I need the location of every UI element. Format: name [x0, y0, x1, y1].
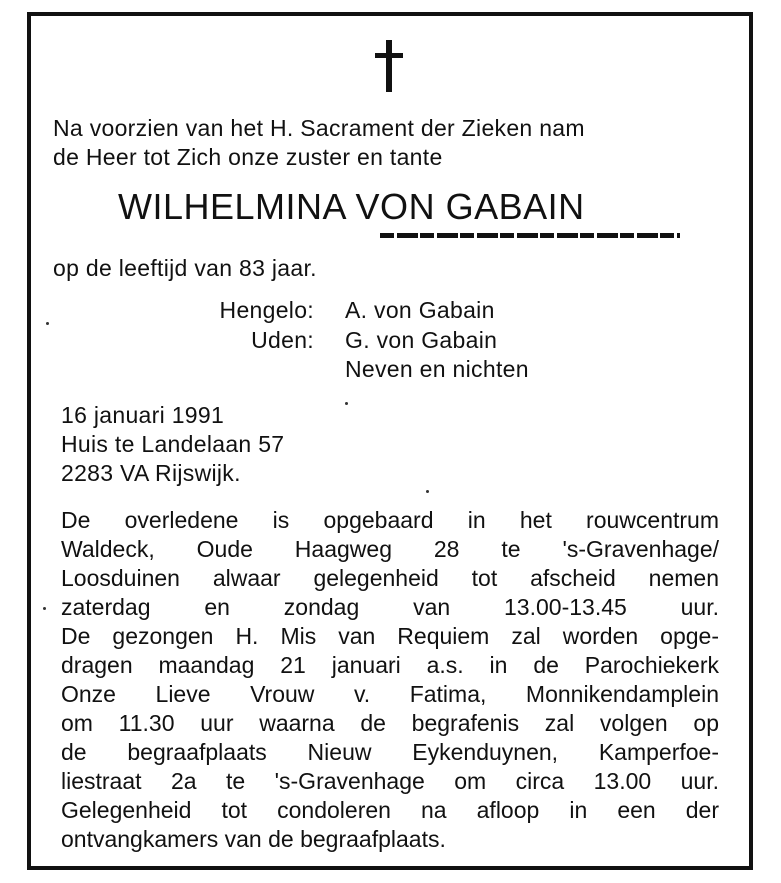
- details-line: ontvangkamers van de begraafplaats.: [61, 826, 446, 852]
- details-line: dragen maandag 21 januari a.s. in de Parochiekerk: [61, 652, 719, 678]
- print-speck: [46, 322, 49, 325]
- relative-name: G. von Gabain: [345, 327, 498, 353]
- relative-name: Neven en nichten: [345, 356, 529, 382]
- name-underline: [380, 233, 680, 238]
- details-line: zaterdag en zondag van 13.00-13.45 uur.: [61, 594, 719, 620]
- details-paragraph: [61, 506, 719, 854]
- cross-icon: [373, 40, 405, 92]
- details-line: liestraat 2a te 's-Gravenhage om circa 13.00 uur.: [61, 768, 719, 794]
- details-line: Waldeck, Oude Haagweg 28 te 's-Gravenhage/: [61, 536, 719, 562]
- details-line: De gezongen H. Mis van Requiem zal worden opge-: [61, 623, 719, 649]
- intro-line-2: de Heer tot Zich onze zuster en tante: [53, 144, 443, 170]
- intro-line-1: Na voorzien van het H. Sacrament der Zieken nam: [53, 115, 585, 141]
- address-postal-city: 2283 VA Rijswijk.: [61, 460, 241, 486]
- age-line: op de leeftijd van 83 jaar.: [53, 255, 317, 281]
- deceased-name: WILHELMINA VON GABAIN: [118, 186, 585, 227]
- print-speck: [345, 402, 348, 405]
- relative-place: Uden:: [251, 327, 314, 353]
- details-line: Onze Lieve Vrouw v. Fatima, Monnikendamplein: [61, 681, 719, 707]
- details-line: om 11.30 uur waarna de begrafenis zal volgen op: [61, 710, 719, 736]
- details-line: Loosduinen alwaar gelegenheid tot afscheid nemen: [61, 565, 719, 591]
- print-speck: [426, 490, 429, 493]
- address-date: 16 januari 1991: [61, 402, 225, 428]
- details-line: De overledene is opgebaard in het rouwcentrum: [61, 507, 719, 533]
- print-speck: [43, 607, 46, 610]
- address-street: Huis te Landelaan 57: [61, 431, 285, 457]
- details-line: Gelegenheid tot condoleren na afloop in een der: [61, 797, 719, 823]
- relative-place: Hengelo:: [219, 297, 314, 323]
- details-line: de begraafplaats Nieuw Eykenduynen, Kamperfoe-: [61, 739, 719, 765]
- relative-name: A. von Gabain: [345, 297, 495, 323]
